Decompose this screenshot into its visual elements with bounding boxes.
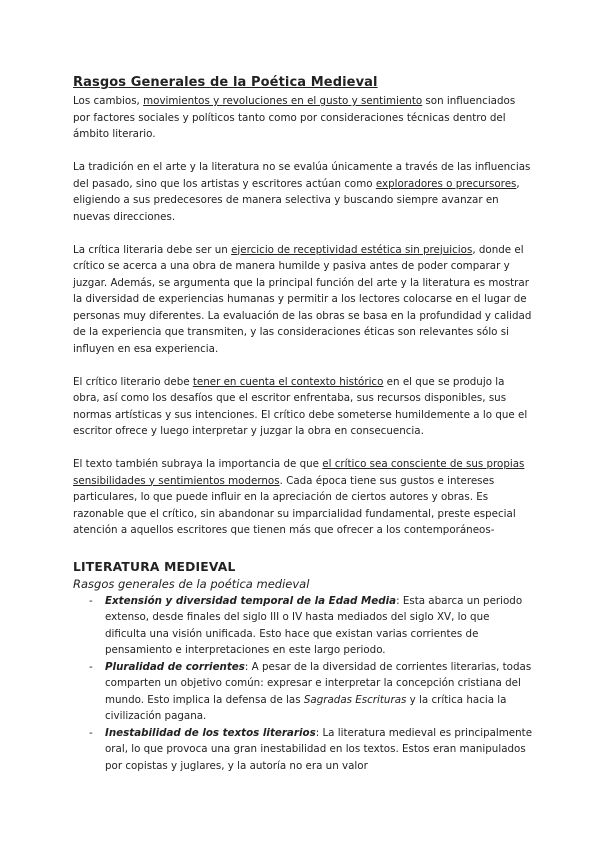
document-page <box>73 74 533 774</box>
bullet-strong: Pluralidad de corrientes <box>105 660 245 673</box>
list-item <box>73 593 533 659</box>
bullet-list <box>73 593 533 775</box>
bullet-italic: Sagradas Escrituras <box>303 693 407 706</box>
paragraph-5 <box>73 456 533 539</box>
bullet-strong: Inestabilidad de los textos literarios <box>105 726 316 739</box>
paragraph-1 <box>73 93 533 143</box>
document-title: Rasgos Generales de la Poética Medieval <box>73 75 378 90</box>
list-item <box>73 659 533 725</box>
paragraph-1-text-a: Los cambios, <box>73 95 144 107</box>
paragraph-3 <box>73 242 533 358</box>
paragraph-1-underlined: movimientos y revoluciones en el gusto y sentimiento <box>143 95 423 107</box>
paragraph-4-underlined: tener en cuenta el contexto histórico <box>192 375 384 388</box>
paragraph-2-text-b: , eligiendo a sus predecesores de manera selectiva y buscando siempre avanzar en nuevas direcciones. <box>73 177 520 223</box>
paragraph-5-underlined: el crítico sea consciente de sus propias sensibilidades y sentimientos modernos <box>73 458 525 487</box>
bullet-text-a: : A pesar de la diversidad de corrientes literarias, todas comparten un objetivo común: expresar e interpretar la concepción cristiana del mundo. Esto implica la defensa de las <box>105 660 532 706</box>
bullet-dash: - <box>89 594 93 607</box>
paragraph-5-text-b: . Cada época tiene sus gustos e intereses particulares, lo que puede influir en la apreciación de ciertos autores y obras. Es razonable que el crítico, sin abandonar su imparcialidad fundamental, preste especial atención a aquellos escritores que tienen más que ofrecer a los contemporáneos- <box>73 474 516 536</box>
bullet-text: : Esta abarca un periodo extenso, desde finales del siglo III o IV hasta mediados del siglo XV, lo que dificulta una visión unificada. Esto hace que existan varias corrientes de pensamiento e interpretaciones en este largo periodo. <box>105 594 523 656</box>
bullet-text-b: y la crítica hacia la civilización pagana. <box>105 693 507 722</box>
bullet-dash: - <box>89 726 93 739</box>
paragraph-4-text-b: en el que se produjo la obra, así como los desafíos que el escritor enfrentaba, sus recursos disponibles, sus normas artísticas y sus intenciones. El crítico debe someterse humildemente a lo que el escritor ofrece y luego interpretar y juzgar la obra en consecuencia. <box>73 375 528 437</box>
paragraph-4-text-a: El crítico literario debe <box>73 375 193 388</box>
paragraph-3-text-b: , donde el crítico se acerca a una obra de manera humilde y pasiva antes de poder comparar y juzgar. Además, se argumenta que la principal función del arte y la literatura es mostrar la diversidad de experiencias humanas y permitir a los lectores colocarse en el lugar de personas muy diferentes. La evaluación de las obras se basa en la profundidad y calidad de la experiencia que transmiten, y las consideraciones éticas son relevantes sólo si influyen en esa experiencia. <box>73 243 532 355</box>
paragraph-3-underlined: ejercicio de receptividad estética sin prejuicios <box>231 243 473 256</box>
bullet-text: : La literatura medieval es principalmente oral, lo que provoca una gran inestabilidad en los textos. Estos eran manipulados por copistas y juglares, y la autoría no era un valor <box>105 726 533 772</box>
paragraph-3-text-a: La crítica literaria debe ser un <box>73 243 232 256</box>
paragraph-2-underlined: exploradores o precursores <box>375 177 517 190</box>
paragraph-2 <box>73 159 533 225</box>
bullet-strong: Extensión y diversidad temporal de la Edad Media <box>105 594 397 607</box>
list-item <box>73 725 533 775</box>
paragraph-2-text-a: La tradición en el arte y la literatura no se evalúa únicamente a través de las influencias del pasado, sino que los artistas y escritores actúan como <box>73 161 531 190</box>
paragraph-1-text-b: son influenciados por factores sociales y políticos tanto como por consideraciones técnicas dentro del ámbito literario. <box>73 95 516 140</box>
paragraph-5-text-a: El texto también subraya la importancia de que <box>73 458 323 470</box>
section-subheading: Rasgos generales de la poética medieval <box>73 576 310 591</box>
paragraph-4 <box>73 374 533 440</box>
section-heading: LITERATURA MEDIEVAL <box>73 559 236 574</box>
bullet-dash: - <box>89 660 93 673</box>
